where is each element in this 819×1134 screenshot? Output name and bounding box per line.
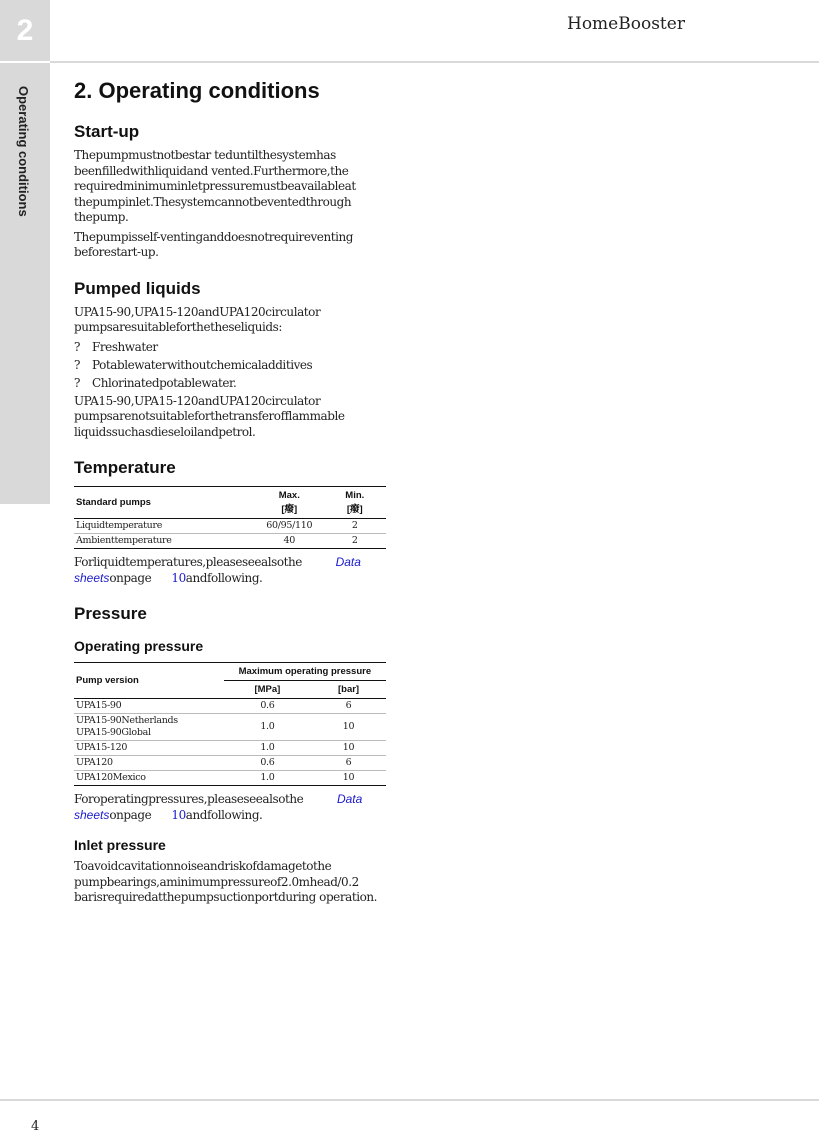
cell-min: 2 [324,519,386,534]
col-min-unit: [癈] [346,504,363,515]
bullet-mark: ? [74,375,80,390]
cell-mpa: 0.6 [224,756,311,771]
chapter-number: 2 [0,0,50,61]
bullet-mark: ? [74,339,80,354]
temperature-table [74,486,386,549]
startup-paragraph-2: Thepumpisself-ventinganddoesnotrequireventing beforestart-up. [74,229,354,259]
note-text: andfollowing. [185,570,263,585]
operating-pressure-table [74,662,386,786]
table-row [74,714,386,741]
col-max-operating-pressure: Maximum operating pressure [224,663,386,681]
inlet-pressure-heading: Inlet pressure [74,837,166,853]
brand-name: HomeBooster [567,14,685,34]
table-row [74,756,386,771]
cell-bar: 10 [342,772,355,783]
cell-label: Ambienttemperature [76,535,172,546]
bullet-text: Freshwater [92,339,158,354]
col-min-label: Min. [345,490,365,501]
cell-label: UPA15-120 [74,741,224,756]
table-row [74,534,386,549]
cell-mpa: 1.0 [224,714,311,741]
header-rule [50,61,819,63]
list-item [74,340,386,355]
table-row [74,771,386,786]
operating-pressure-note [74,792,386,823]
col-bar: [bar] [311,681,386,699]
cell-bar: 6 [311,699,386,714]
table-row [74,519,386,534]
page-number: 4 [31,1119,40,1134]
cell-mpa: 1.0 [260,772,275,783]
cell-label: Liquidtemperature [74,519,255,534]
table-header-row [74,487,386,519]
list-item [74,358,386,373]
cell-bar: 6 [311,756,386,771]
cell-mpa: 0.6 [224,699,311,714]
col-max-label: Max. [278,490,300,501]
data-sheets-link[interactable]: Data [335,555,361,569]
cell-label: UPA15-90 [74,699,224,714]
note-text: Foroperatingpressures,pleaseseealsothe [74,792,304,806]
main-content [74,78,386,910]
startup-paragraph-1: Thepumpmustnotbestar teduntilthesystemhas beenfilledwithliquidand vented.Furthermore,the requiredminimuminletpressuremustbeavailableat thepumpinlet.Thesystemcannotbeventedthrough thepump. [74,148,356,224]
cell-mpa: 1.0 [224,741,311,756]
cell-label: UPA120Mexico [76,772,146,783]
note-text: onpage [109,807,152,822]
temperature-heading: Temperature [74,458,176,477]
table-row [74,699,386,714]
col-min [324,487,386,519]
page-title: 2. Operating conditions [74,78,320,103]
cell-bar: 10 [311,741,386,756]
cell-max: 60/95/110 [255,519,324,534]
cell-label [74,714,224,741]
inlet-pressure-paragraph: Toavoidcavitationnoiseandriskofdamagetothe pumpbearings,aminimumpressureof2.0mhead/0.2 barisrequiredatthepumpsuctionportduring operation. [74,859,377,904]
cell-label: UPA120 [74,756,224,771]
temperature-note [74,555,386,586]
operating-pressure-heading: Operating pressure [74,638,204,654]
note-text: onpage [109,570,152,585]
data-sheets-link[interactable]: Data [336,792,363,806]
list-item [74,376,386,391]
col-max-unit: [癈] [281,504,298,515]
side-tab-label: Operating conditions [16,86,31,217]
pumped-liquids-outro: UPA15-90,UPA15-120andUPA120circulator pumpsarenotsuitableforthetransferofflammable liquidssuchasdieseloilandpetrol. [74,393,345,439]
page-reference-link[interactable]: 10 [171,807,186,822]
pumped-liquids-heading: Pumped liquids [74,278,201,298]
cell-min: 2 [351,535,358,546]
cell-label-line-1: UPA15-90Netherlands [76,715,178,726]
footer-rule [0,1099,819,1101]
data-sheets-link-cont[interactable]: sheets [74,570,110,585]
startup-heading: Start-up [74,122,140,141]
pumped-liquids-intro: UPA15-90,UPA15-120andUPA120circulator pumpsaresuitableforthetheseliquids: [74,304,321,334]
note-text: Forliquidtemperatures,pleaseseealsothe [74,555,302,569]
note-text: andfollowing. [185,807,263,822]
cell-bar: 10 [311,714,386,741]
data-sheets-link-cont[interactable]: sheets [74,807,110,822]
cell-label-line-2: UPA15-90Global [76,727,151,738]
page-reference-link[interactable]: 10 [171,570,186,585]
cell-max: 40 [283,535,296,546]
bullet-text: Potablewaterwithoutchemicaladditives [92,357,313,372]
col-max [255,487,324,519]
col-pump-version: Pump version [74,663,224,699]
pressure-heading: Pressure [74,604,147,623]
col-mpa: [MPa] [224,681,311,699]
bullet-text: Chlorinatedpotablewater. [92,375,237,390]
table-header-row [74,663,386,681]
table-row [74,741,386,756]
col-standard-pumps: Standard pumps [74,487,255,519]
bullet-mark: ? [74,357,80,372]
